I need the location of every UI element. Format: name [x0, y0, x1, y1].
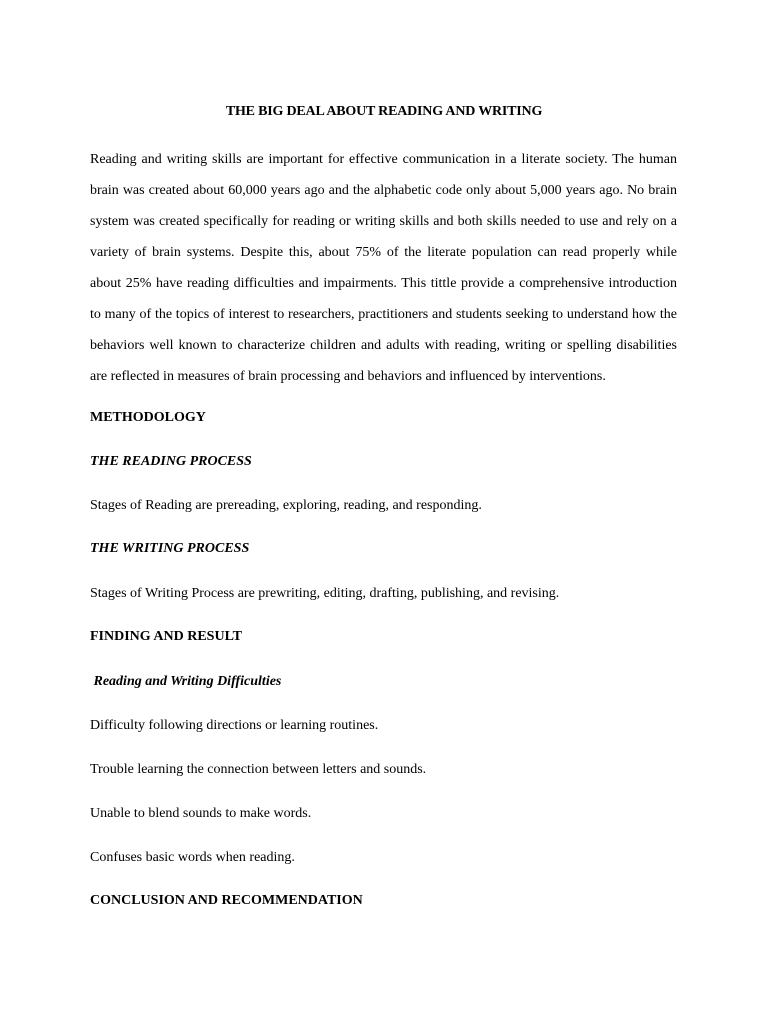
finding-heading: FINDING AND RESULT: [90, 629, 242, 644]
methodology-heading: METHODOLOGY: [90, 410, 206, 425]
difficulty-item: Confuses basic words when reading.: [90, 850, 295, 865]
writing-process-text: Stages of Writing Process are prewriting, editing, drafting, publishing, and revising.: [90, 586, 560, 601]
difficulty-item: Difficulty following directions or learning routines.: [90, 718, 379, 733]
difficulty-item: Trouble learning the connection between letters and sounds.: [90, 762, 427, 777]
reading-process-heading: THE READING PROCESS: [90, 454, 252, 469]
writing-process-heading: THE WRITING PROCESS: [90, 541, 250, 556]
intro-paragraph: Reading and writing skills are important for effective communication in a literate society. The human brain was created about 60,000 years ago and the alphabetic code only about 5,000 years ago. No brain system was created specifically for reading or writing skills and both skills needed to use and rely on a variety of brain systems. Despite this, about 75% of the literate population can read properly while about 25% have reading difficulties and impairments. This tittle provide a comprehensive introduction to many of the topics of interest to researchers, practitioners and students seeking to understand how the behaviors well known to characterize children and adults with reading, writing or spelling disabilities are reflected in measures of brain processing and behaviors and influenced by interventions.: [90, 152, 677, 384]
difficulty-item: Unable to blend sounds to make words.: [90, 806, 312, 821]
document-title: THE BIG DEAL ABOUT READING AND WRITING: [225, 104, 543, 119]
difficulties-heading: Reading and Writing Difficulties: [90, 674, 282, 689]
conclusion-heading: CONCLUSION AND RECOMMENDATION: [90, 893, 363, 908]
reading-process-text: Stages of Reading are prereading, exploring, reading, and responding.: [90, 498, 482, 513]
